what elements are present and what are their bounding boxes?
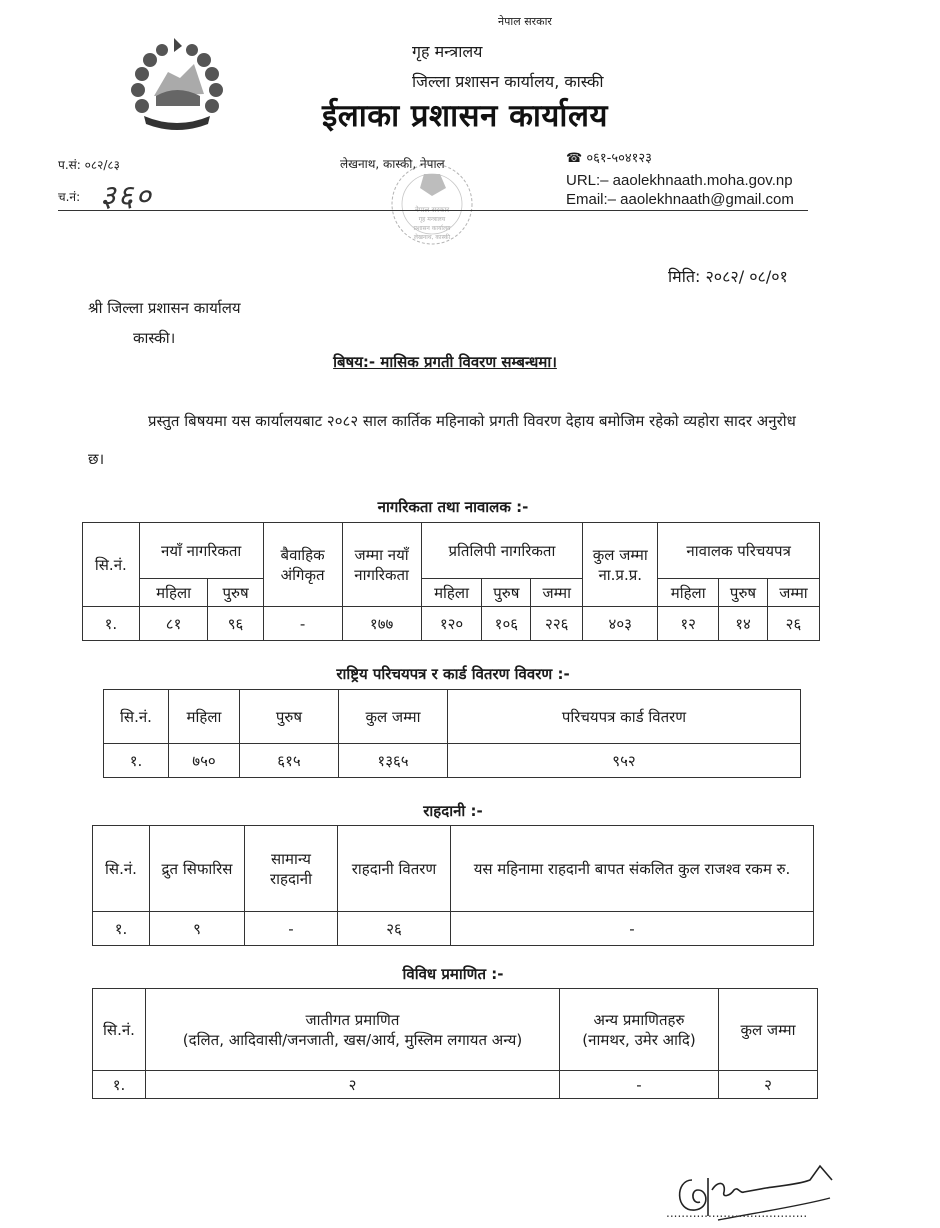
ministry-name: गृह मन्त्रालय (412, 42, 483, 61)
reference-label: प.सं: (58, 158, 81, 172)
cell-sn: १. (93, 1071, 146, 1099)
misc-certified-table (92, 988, 818, 1099)
misc-certified-section-title: विविध प्रमाणित :- (402, 965, 504, 983)
letter-body: प्रस्तुत बिषयमा यस कार्यालयबाट २०८२ साल कार्तिक महिनाको प्रगती विवरण देहाय बमोजिम रहेको व्यहोरा सादर अनुरोध छ। (88, 412, 796, 468)
nepal-emblem-logo (122, 34, 232, 134)
phone-number (566, 148, 652, 166)
dispatch-label: च.नं: (58, 190, 81, 204)
cell-total: १३६५ (339, 744, 448, 778)
cell-caste-certified: २ (146, 1071, 560, 1099)
cell-sn: १. (93, 912, 150, 946)
phone-value: ०६१-५०४१२३ (586, 151, 652, 166)
reference-number (58, 156, 120, 173)
citizenship-section-title: नागरिकता तथा नावालक :- (377, 498, 529, 516)
header-total: कुल जम्मा (339, 690, 448, 744)
header-male: पुरुष (240, 690, 339, 744)
cell-total-new: १७७ (342, 607, 421, 641)
cell-total: २ (719, 1071, 818, 1099)
header-minor-total: जम्मा (767, 579, 819, 607)
reference-value: ०८२/८३ (84, 158, 120, 172)
header-copy-citizenship: प्रतिलिपी नागरिकता (421, 523, 583, 579)
government-name: नेपाल सरकार (498, 15, 552, 28)
addressee-line-2: कास्की। (133, 329, 176, 347)
cell-copy-total: २२६ (531, 607, 583, 641)
signature-line: ..................................... (666, 1206, 808, 1220)
header-passport-distribution: राहदानी वितरण (338, 826, 451, 912)
header-copy-total: जम्मा (531, 579, 583, 607)
header-sn: सि.नं. (93, 989, 146, 1071)
table-row (83, 607, 820, 641)
cell-minor-male: १४ (719, 607, 768, 641)
header-copy-male: पुरुष (482, 579, 531, 607)
cell-fast-track: ९ (150, 912, 245, 946)
cell-card-distribution: ९५२ (448, 744, 801, 778)
header-total-new: जम्मा नयाँ नागरिकता (342, 523, 421, 607)
office-title: ईलाका प्रशासन कार्यालय (322, 98, 608, 134)
cell-sn: १. (83, 607, 140, 641)
header-sn: सि.नं. (83, 523, 140, 607)
svg-text:नेपाल सरकार: नेपाल सरकार (414, 206, 450, 214)
table-row (93, 1071, 818, 1099)
svg-text:लेखनाथ, कास्की: लेखनाथ, कास्की (413, 234, 451, 241)
header-minor-male: पुरुष (719, 579, 768, 607)
cell-revenue: - (451, 912, 814, 946)
addressee-line-1: श्री जिल्ला प्रशासन कार्यालय (88, 299, 241, 317)
header-regular-passport: सामान्य राहदानी (245, 826, 338, 912)
table-row (104, 744, 801, 778)
header-sn: सि.नं. (104, 690, 169, 744)
cell-minor-female: १२ (658, 607, 719, 641)
telephone-icon: ☎ (566, 151, 583, 166)
passport-section-title: राहदानी :- (423, 802, 483, 820)
caste-header-line2: (दलित, आदिवासी/जनजाती, खस/आर्य, मुस्लिम लगायत अन्य) (182, 1030, 523, 1049)
header-revenue: यस महिनामा राहदानी बापत संकलित कुल राजश्व रकम रु. (451, 826, 814, 912)
national-id-section-title: राष्ट्रिय परिचयपत्र र कार्ड वितरण विवरण :- (336, 665, 570, 683)
cell-sn: १. (104, 744, 169, 778)
district-office-name: जिल्ला प्रशासन कार्यालय, कास्की (412, 72, 604, 91)
office-location: लेखनाथ, कास्की, नेपाल (340, 157, 445, 171)
header-total: कुल जम्मा (719, 989, 818, 1071)
cell-female: ७५० (169, 744, 240, 778)
dispatch-number-handwritten: ३६० (100, 179, 153, 214)
header-minor-female: महिला (658, 579, 719, 607)
table-row (93, 912, 814, 946)
header-divider (58, 210, 808, 211)
citizenship-table (82, 522, 820, 641)
cell-minor-total: २६ (767, 607, 819, 641)
header-minor-id: नावालक परिचयपत्र (658, 523, 820, 579)
header-new-male: पुरुष (208, 579, 263, 607)
cell-passport-distribution: २६ (338, 912, 451, 946)
header-caste-certified (146, 989, 560, 1071)
office-seal-stamp (384, 160, 480, 248)
header-copy-female: महिला (421, 579, 482, 607)
header-new-female: महिला (139, 579, 208, 607)
subject-text: बिषय:- मासिक प्रगती विवरण सम्बन्धमा। (333, 353, 557, 371)
cell-new-male: ९६ (208, 607, 263, 641)
cell-other-certified: - (560, 1071, 719, 1099)
cell-regular-passport: - (245, 912, 338, 946)
cell-copy-female: १२० (421, 607, 482, 641)
website-url: URL:– aaolekhnaath.moha.gov.np (566, 172, 793, 189)
header-marital: बैवाहिक अंगिकृत (263, 523, 342, 607)
cell-male: ६१५ (240, 744, 339, 778)
other-header-line2: (नामथर, उमेर आदि) (582, 1030, 696, 1049)
svg-text:प्रशासन कार्यालय: प्रशासन कार्यालय (413, 225, 451, 232)
cell-copy-male: १०६ (482, 607, 531, 641)
header-other-certified (560, 989, 719, 1071)
header-fast-track: द्रुत सिफारिस (150, 826, 245, 912)
header-card-distribution: परिचयपत्र कार्ड वितरण (448, 690, 801, 744)
letter-subject (0, 352, 890, 372)
header-new-citizenship: नयाँ नागरिकता (139, 523, 263, 579)
letter-date: मिति: २०८२/ ०८/०१ (668, 267, 788, 286)
caste-header-line1: जातीगत प्रमाणित (305, 1010, 400, 1029)
email-address: Email:– aaolekhnaath@gmail.com (566, 191, 794, 208)
cell-new-female: ८१ (139, 607, 208, 641)
header-female: महिला (169, 690, 240, 744)
header-sn: सि.नं. (93, 826, 150, 912)
header-grand-total: कुल जम्मा ना.प्र.प्र. (583, 523, 658, 607)
national-id-table (103, 689, 801, 778)
other-header-line1: अन्य प्रमाणितहरु (593, 1010, 685, 1029)
cell-marital: - (263, 607, 342, 641)
svg-text:गृह मन्त्रालय: गृह मन्त्रालय (418, 216, 446, 223)
cell-grand-total: ४०३ (583, 607, 658, 641)
passport-table (92, 825, 814, 946)
